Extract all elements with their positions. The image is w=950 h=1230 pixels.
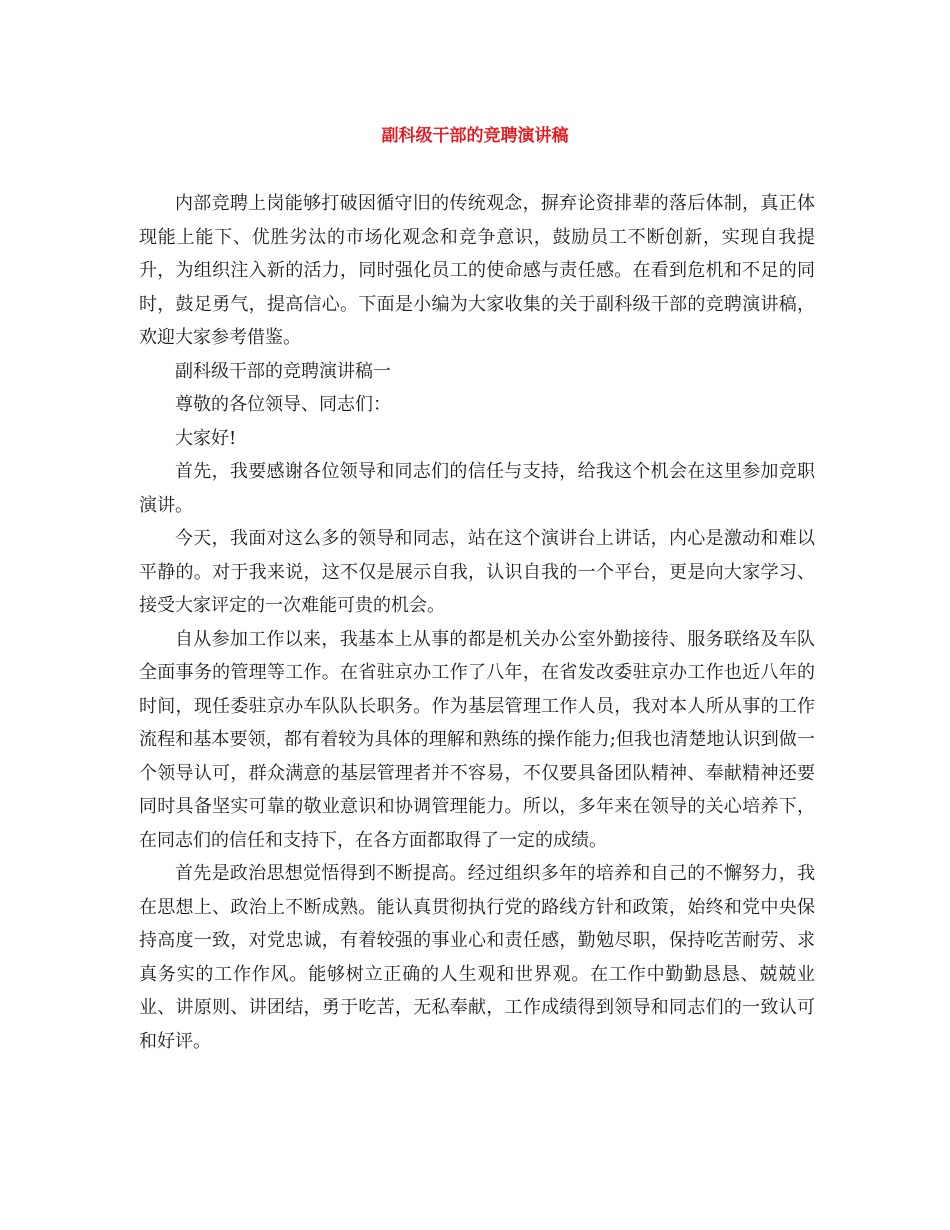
body-paragraph: 今天，我面对这么多的领导和同志，站在这个演讲台上讲话，内心是激动和难以平静的。对于我来说，这不仅是展示自我，认识自我的一个平台，更是向大家学习、接受大家评定的一次难能可贵的机会。 — [139, 528, 815, 616]
body-paragraph: 首先，我要感谢各位领导和同志们的信任与支持，给我这个机会在这里参加竞职演讲。 — [139, 461, 815, 516]
speech-subtitle: 副科级干部的竞聘演讲稿一 — [175, 360, 391, 382]
greeting: 大家好! — [175, 427, 237, 449]
salutation: 尊敬的各位领导、同志们： — [175, 394, 391, 415]
body-paragraph: 首先是政治思想觉悟得到不断提高。经过组织多年的培养和自己的不懈努力，我在思想上、政治上不断成熟。能认真贯彻执行党的路线方针和政策，始终和党中央保持高度一致，对党忠诚，有着较强的事业心和责任感，勤勉尽职，保持吃苦耐劳、求真务实的工作作风。能够树立正确的人生观和世界观。在工作中勤勤恳恳、兢兢业业、讲原则、讲团结，勇于吃苦，无私奉献，工作成绩得到领导和同志们的一致认可和好评。 — [139, 863, 815, 1052]
document-title: 副科级干部的竞聘演讲稿 — [381, 126, 569, 146]
body-paragraph: 自从参加工作以来，我基本上从事的都是机关办公室外勤接待、服务联络及车队全面事务的管理等工作。在省驻京办工作了八年，在省发改委驻京办工作也近八年的时间，现任委驻京办车队队长职务。作为基层管理工作人员，我对本人所从事的工作流程和基本要领，都有着较为具体的理解和熟练的操作能力;但我也清楚地认识到做一个领导认可，群众满意的基层管理者并不容易，不仅要具备团队精神、奉献精神还要同时具备坚实可靠的敬业意识和协调管理能力。所以，多年来在领导的关心培养下，在同志们的信任和支持下，在各方面都取得了一定的成绩。 — [139, 628, 815, 851]
document-body — [139, 187, 815, 1058]
intro-paragraph: 内部竞聘上岗能够打破因循守旧的传统观念，摒弃论资排辈的落后体制，真正体现能上能下、优胜劣汰的市场化观念和竞争意识，鼓励员工不断创新，实现自我提升，为组织注入新的活力，同时强化员工的使命感与责任感。在看到危机和不足的同时，鼓足勇气，提高信心。下面是小编为大家收集的关于副科级干部的竞聘演讲稿，欢迎大家参考借鉴。 — [139, 193, 815, 348]
